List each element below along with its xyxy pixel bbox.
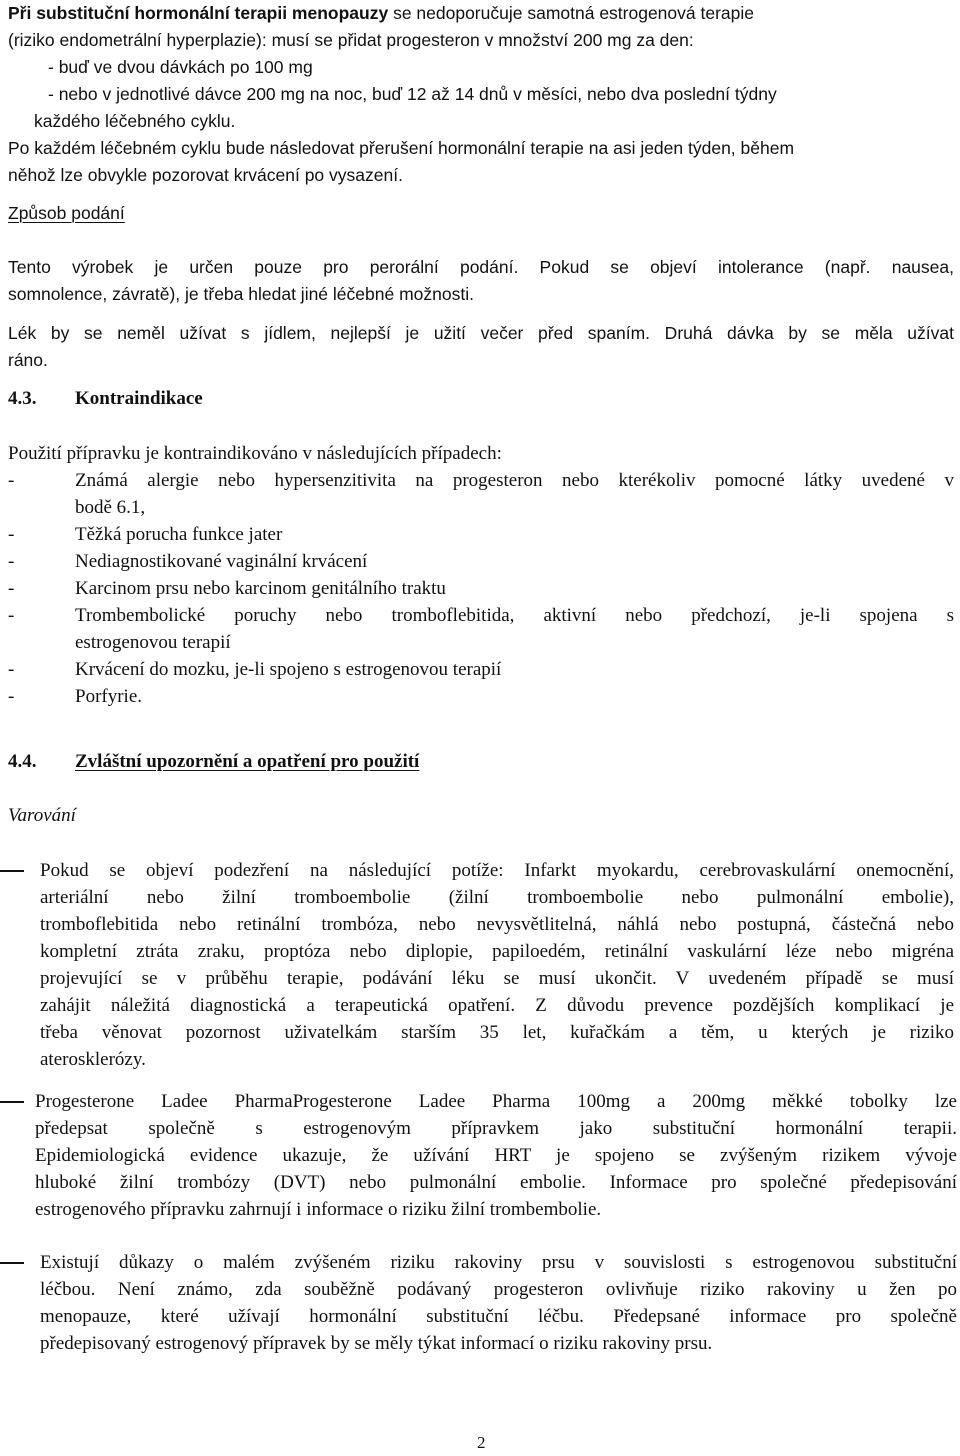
contra-item-1-line-1: Známá alergie nebo hypersenzitivita na progesteron nebo kterékoliv pomocné látky uvedené v [75, 470, 954, 491]
warnings-subheading: Varování [8, 805, 76, 826]
list-dash: - [8, 605, 15, 626]
warn-p2-line-5: estrogenového přípravku zahrnují i informace o riziku žilní trombembolie. [35, 1199, 602, 1220]
warn-p1-line-1: Pokud se objeví podezření na následující potíže: Infarkt myokardu, cerebrovaskulární onemocnění, [40, 860, 954, 881]
warn-p3-line-4: předepisovaný estrogenový přípravek by se měly týkat informací o riziku rakoviny prsu. [40, 1333, 713, 1354]
list-dash: - [8, 686, 15, 707]
list-dash: - [8, 524, 15, 545]
admin-p2-line-2: ráno. [8, 350, 48, 370]
warn-p1-line-8: aterosklerózy. [40, 1049, 146, 1070]
warn-p1-line-3: tromboflebitida nebo retinální trombóza, nebo nevysvětlitelná, náhlá nebo postupná, částečná nebo [40, 914, 954, 935]
list-dash: - [8, 659, 15, 680]
page-number: 2 [477, 1433, 486, 1452]
section-number-4-3: 4.3. [8, 388, 37, 409]
contra-item-5-line-2: estrogenovou terapií [75, 632, 231, 653]
section-number-4-4: 4.4. [8, 751, 37, 772]
warn-p3-line-2: léčbou. Není známo, zda souběžně podávaný progesteron ovlivňuje riziko rakoviny u žen po [40, 1279, 957, 1300]
warn-p1-line-4: kompletní ztráta zraku, proptóza nebo diplopie, papiloedém, retinální vaskulární léze nebo migréna [40, 941, 954, 962]
intro-bold-lead: Při substituční hormonální terapii menopauzy [8, 3, 389, 23]
warn-p1-line-6: zahájit náležitá diagnostická a terapeutická opatření. Z důvodu prevence pozdějších komplikací je [40, 995, 954, 1016]
contra-intro: Použití přípravku je kontraindikováno v následujících případech: [8, 443, 502, 464]
admin-p1-line-1: Tento výrobek je určen pouze pro perorální podání. Pokud se objeví intolerance (např. nausea, [8, 257, 954, 277]
admin-p1-line-2: somnolence, závratě), je třeba hledat jiné léčebné možnosti. [8, 284, 474, 304]
contra-item-5-line-1: Trombembolické poruchy nebo tromboflebitida, aktivní nebo předchozí, je-li spojena s [75, 605, 954, 626]
intro-line-4: - nebo v jednotlivé dávce 200 mg na noc, buď 12 až 14 dnů v měsíci, nebo dva poslední týdny [48, 84, 777, 104]
section-title-contraindications: Kontraindikace [75, 388, 203, 409]
list-dash: - [8, 578, 15, 599]
warn-p1-line-2: arteriální nebo žilní tromboembolie (žilní tromboembolie nebo pulmonální embolie), [40, 887, 954, 908]
intro-line-2: (riziko endometrální hyperplazie): musí se přidat progesteron v množství 200 mg za den: [8, 30, 694, 50]
intro-line-7: něhož lze obvykle pozorovat krvácení po vysazení. [8, 165, 403, 185]
contra-item-6: Krvácení do mozku, je-li spojeno s estrogenovou terapií [75, 659, 502, 680]
warn-p1-line-5: projevující se v průběhu terapie, podávání léku se musí ukončit. V uvedeném případě se musí [40, 968, 954, 989]
intro-line-3: - buď ve dvou dávkách po 100 mg [48, 57, 313, 77]
em-dash-bullet [0, 1101, 24, 1103]
admin-heading: Způsob podání [8, 203, 125, 223]
contra-item-3: Nediagnostikované vaginální krvácení [75, 551, 368, 572]
warn-p2-line-1: Progesterone Ladee PharmaProgesterone Ladee Pharma 100mg a 200mg měkké tobolky lze [35, 1091, 957, 1112]
admin-p2-line-1: Lék by se neměl užívat s jídlem, nejlepší je užití večer před spaním. Druhá dávka by se měla užívat [8, 323, 954, 343]
section-title-warnings: Zvláštní upozornění a opatření pro použití [75, 751, 420, 772]
intro-line-1 [8, 0, 754, 27]
em-dash-bullet [0, 870, 24, 872]
em-dash-bullet [0, 1262, 24, 1264]
warn-p2-line-4: hluboké žilní trombózy (DVT) nebo pulmonální embolie. Informace pro společné předepisování [35, 1172, 957, 1193]
intro-line-1-rest: se nedoporučuje samotná estrogenová terapie [388, 3, 755, 23]
warn-p1-line-7: třeba věnovat pozornost uživatelkám starším 35 let, kuřačkám a těm, u kterých je riziko [40, 1022, 954, 1043]
warn-p3-line-3: menopauze, které užívají hormonální substituční léčbu. Předepsané informace pro společně [40, 1306, 957, 1327]
contra-item-7: Porfyrie. [75, 686, 143, 707]
contra-item-2: Těžká porucha funkce jater [75, 524, 283, 545]
intro-line-5: každého léčebného cyklu. [34, 111, 236, 131]
warn-p2-line-2: předepsat společně s estrogenovým přípravkem jako substituční hormonální terapii. [35, 1118, 957, 1139]
contra-item-4: Karcinom prsu nebo karcinom genitálního traktu [75, 578, 446, 599]
contra-item-1-line-2: bodě 6.1, [75, 497, 146, 518]
intro-line-6: Po každém léčebném cyklu bude následovat přerušení hormonální terapie na asi jeden týden, během [8, 138, 795, 158]
warn-p2-line-3: Epidemiologická evidence ukazuje, že užívání HRT je spojeno se zvýšeným rizikem vývoje [35, 1145, 957, 1166]
list-dash: - [8, 551, 15, 572]
warn-p3-line-1: Existují důkazy o malém zvýšeném riziku rakoviny prsu v souvislosti s estrogenovou substituční [40, 1252, 957, 1273]
list-dash: - [8, 470, 15, 491]
